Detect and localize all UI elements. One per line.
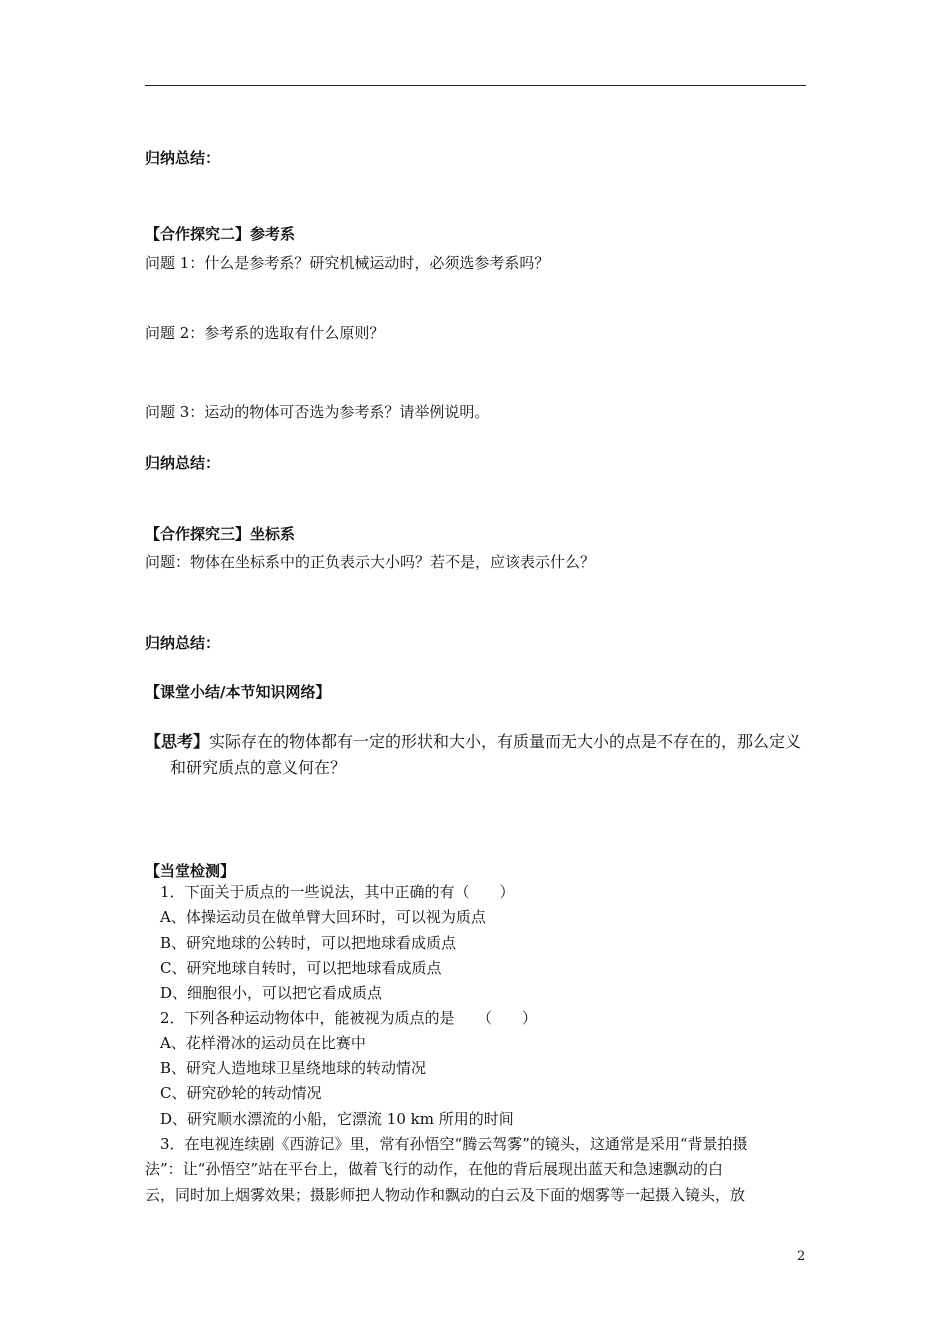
check-title: 【当堂检测】 [145, 862, 236, 880]
summary-heading-2: 归纳总结： [145, 454, 221, 472]
summary-heading-3: 归纳总结： [145, 634, 221, 652]
check-line: C、研究砂轮的转动情况 [160, 1084, 322, 1102]
section-2-title: 【合作探究二】参考系 [145, 225, 296, 243]
section-3-title: 【合作探究三】坐标系 [145, 525, 296, 543]
check-line: A、体操运动员在做单臂大回环时，可以视为质点 [160, 908, 486, 926]
summary-heading-1: 归纳总结： [145, 149, 221, 167]
class-summary-title: 【课堂小结/本节知识网络】 [145, 683, 331, 701]
section-2-question-2: 问题 2：参考系的选取有什么原则？ [145, 324, 385, 342]
page-number: 2 [797, 1249, 806, 1264]
check-line: 3．在电视连续剧《西游记》里，常有孙悟空“腾云驾雾”的镜头，这通常是采用“背景拍摄 [160, 1135, 748, 1153]
section-2-question-3: 问题 3：运动的物体可否选为参考系？请举例说明。 [145, 403, 490, 421]
think-text-1: 实际存在的物体都有一定的形状和大小，有质量而无大小的点是不存在的，那么定义 [209, 732, 802, 751]
header-rule [145, 85, 806, 86]
section-2-question-1: 问题 1：什么是参考系？研究机械运动时，必须选参考系吗？ [145, 254, 550, 272]
check-line-continued: 法”：让“孙悟空”站在平台上，做着飞行的动作，在他的背后展现出蓝天和急速飘动的白 [145, 1160, 724, 1178]
check-line: B、研究地球的公转时，可以把地球看成质点 [160, 934, 457, 952]
think-label: 【思考】 [145, 732, 210, 751]
check-line: 1．下面关于质点的一些说法，其中正确的有（ ） [160, 883, 515, 901]
check-line: B、研究人造地球卫星绕地球的转动情况 [160, 1059, 427, 1077]
check-line-continued: 云，同时加上烟雾效果；摄影师把人物动作和飘动的白云及下面的烟雾等一起摄入镜头，放 [145, 1186, 746, 1204]
think-line-1 [145, 732, 801, 752]
think-text-2: 和研究质点的意义何在？ [170, 758, 347, 777]
section-3-question: 问题：物体在坐标系中的正负表示大小吗？若不是，应该表示什么？ [145, 553, 596, 571]
check-line: 2．下列各种运动物体中，能被视为质点的是 （ ） [160, 1009, 538, 1027]
check-line: A、花样滑冰的运动员在比赛中 [160, 1034, 366, 1052]
check-line: C、研究地球自转时，可以把地球看成质点 [160, 959, 442, 977]
check-line: D、研究顺水漂流的小船，它漂流 10 km 所用的时间 [160, 1110, 514, 1128]
check-line: D、细胞很小，可以把它看成质点 [160, 984, 383, 1002]
